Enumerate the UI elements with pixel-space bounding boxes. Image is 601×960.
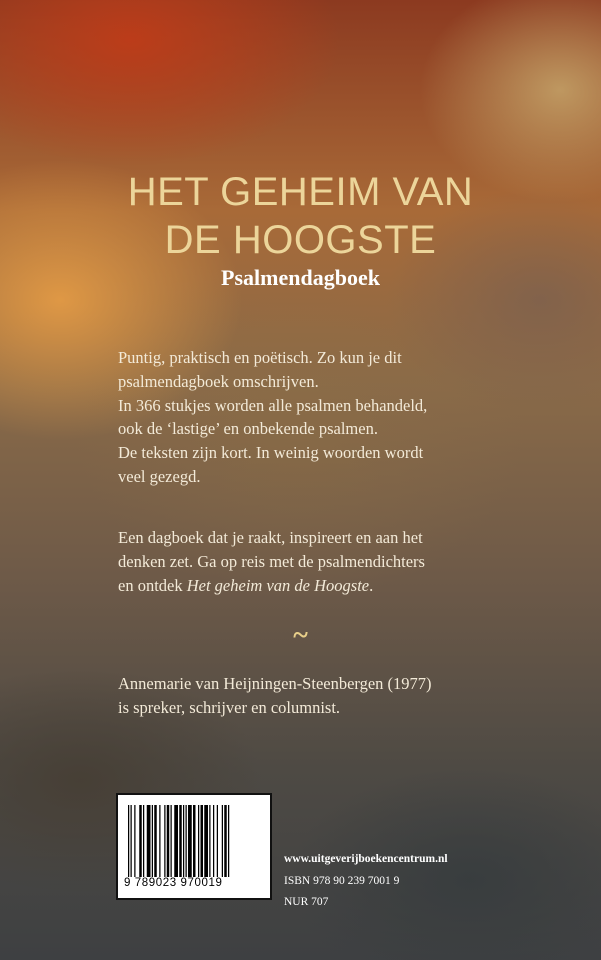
barcode-stripe bbox=[209, 805, 210, 877]
author-bio bbox=[118, 672, 538, 720]
blurb-line: ook de ‘lastige’ en onbekende psalmen. bbox=[118, 419, 378, 439]
barcode-stripe bbox=[213, 805, 214, 877]
barcode-stripe bbox=[193, 805, 196, 877]
blurb-paragraph-2 bbox=[118, 526, 538, 597]
book-title-italic: Het geheim van de Hoogste bbox=[186, 575, 370, 595]
tilde-divider: ~ bbox=[293, 620, 308, 651]
barcode-stripe bbox=[204, 805, 208, 877]
blurb-line: Een dagboek dat je raakt, inspireert en aan het bbox=[118, 528, 423, 547]
title-line-2: DE HOOGSTE bbox=[164, 218, 437, 262]
blurb-text: . bbox=[369, 575, 374, 595]
barcode-stripe bbox=[224, 805, 227, 877]
barcode-stripe bbox=[183, 805, 184, 877]
barcode-stripe bbox=[198, 805, 199, 877]
blurb-line: De teksten zijn kort. In weinig woorden wordt bbox=[118, 443, 424, 463]
barcode-stripe bbox=[152, 805, 153, 877]
blurb-line bbox=[118, 574, 538, 598]
barcode-stripe bbox=[174, 805, 178, 877]
barcode-stripe bbox=[154, 805, 157, 877]
barcode-stripe bbox=[201, 805, 204, 877]
isbn-text: ISBN 978 90 239 7001 9 bbox=[284, 874, 400, 887]
barcode-bars bbox=[128, 805, 262, 877]
blurb-line: In 366 stukjes worden alle psalmen behandeld, bbox=[118, 395, 428, 415]
barcode-stripe bbox=[167, 805, 170, 877]
barcode-stripe bbox=[139, 805, 142, 877]
barcode-stripe bbox=[147, 805, 151, 877]
nur-code: NUR 707 bbox=[284, 896, 329, 908]
barcode-stripe bbox=[217, 805, 218, 877]
author-line: Annemarie van Heijningen-Steenbergen (1977) bbox=[118, 674, 432, 693]
barcode-stripe bbox=[143, 805, 144, 877]
blurb-line: Puntig, praktisch en poëtisch. Zo kun je dit bbox=[118, 348, 402, 367]
barcode-stripe bbox=[171, 805, 172, 877]
barcode-stripe bbox=[228, 805, 229, 877]
blurb-line: psalmendagboek omschrijven. bbox=[118, 371, 319, 391]
barcode-stripe bbox=[134, 805, 135, 877]
blurb-line: veel gezegd. bbox=[118, 466, 201, 486]
barcode-stripe bbox=[186, 805, 187, 877]
author-line: is spreker, schrijver en columnist. bbox=[118, 697, 341, 717]
title-line-1: HET GEHEIM VAN bbox=[127, 170, 474, 214]
barcode-stripe bbox=[164, 805, 165, 877]
book-title bbox=[0, 168, 601, 264]
barcode-stripe bbox=[179, 805, 182, 877]
barcode-stripe bbox=[159, 805, 160, 877]
publisher-url: www.uitgeverijboekencentrum.nl bbox=[284, 853, 448, 865]
barcode-stripe bbox=[131, 805, 132, 877]
blurb-paragraph-1 bbox=[118, 346, 538, 489]
barcode-stripe bbox=[188, 805, 192, 877]
barcode-stripe bbox=[222, 805, 223, 877]
barcode-number: 9 789023 970019 bbox=[124, 877, 223, 889]
blurb-text: en ontdek bbox=[118, 575, 187, 595]
barcode-stripe bbox=[128, 805, 129, 877]
book-subtitle: Psalmendagboek bbox=[221, 265, 380, 290]
publisher-info bbox=[284, 849, 448, 914]
isbn-barcode bbox=[116, 793, 272, 900]
blurb-line: denken zet. Ga op reis met de psalmendichters bbox=[118, 551, 425, 571]
